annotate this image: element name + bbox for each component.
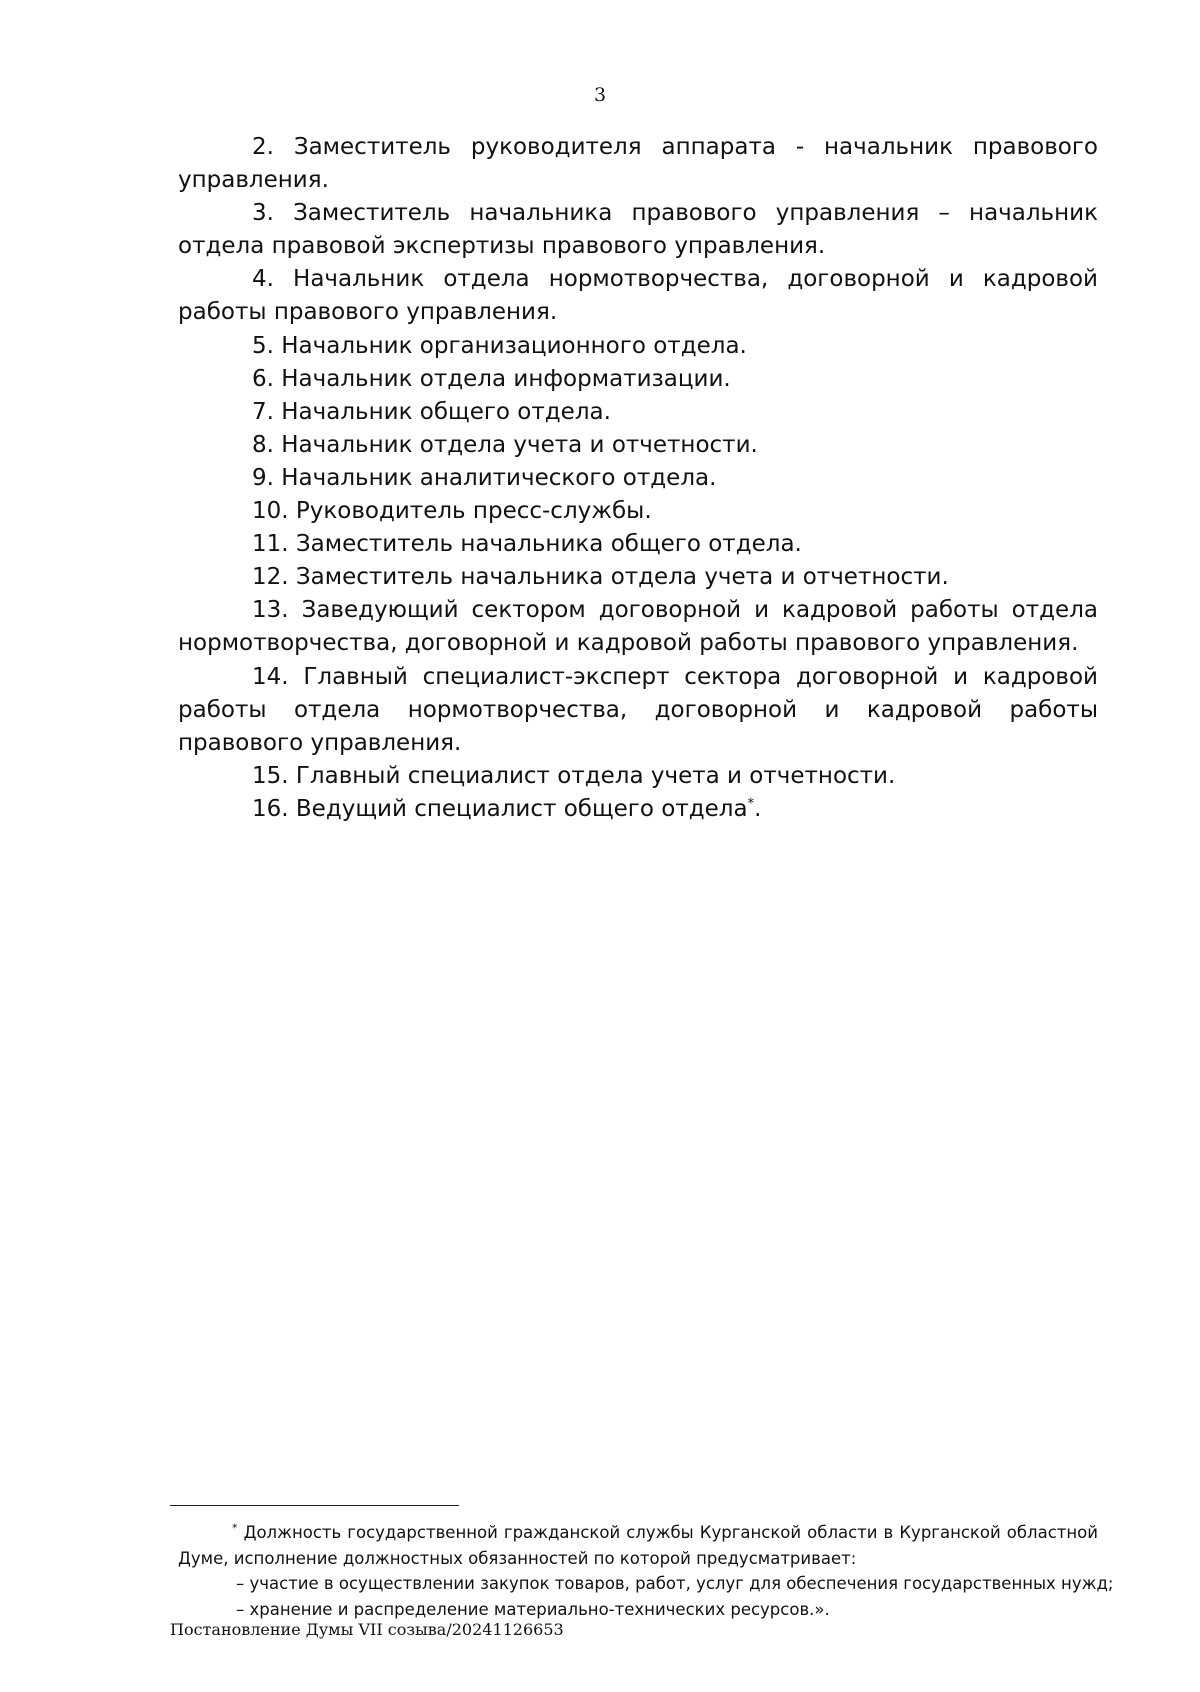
list-item: 13. Заведующий сектором договорной и кадровой работы отдела нормотворчества, договорной и кадровой работы правового управления. <box>178 597 1098 657</box>
footnote-text: Должность государственной гражданской службы Курганской области в Курганской областной Думе, исполнение должностных обязанностей по которой предусматривает: <box>178 1523 1098 1568</box>
list-item-last <box>178 793 1098 826</box>
positions-list <box>178 131 1098 826</box>
list-item-end: . <box>754 795 762 822</box>
footnote-reference: * <box>747 796 755 812</box>
footnote-mark: * <box>232 1521 238 1535</box>
list-item: 11. Заместитель начальника общего отдела. <box>252 531 802 558</box>
page-number: 3 <box>593 84 607 106</box>
footnote <box>178 1520 1114 1622</box>
footnote-bullet: – хранение и распределение материально-технических ресурсов.». <box>236 1599 830 1619</box>
list-item-text: 16. Ведущий специалист общего отдела <box>252 795 748 822</box>
list-item: 15. Главный специалист отдела учета и отчетности. <box>252 762 896 789</box>
list-item: 6. Начальник отдела информатизации. <box>252 365 731 392</box>
list-item: 8. Начальник отдела учета и отчетности. <box>252 431 758 458</box>
list-item: 7. Начальник общего отдела. <box>252 398 611 425</box>
footnote-separator <box>170 1505 459 1506</box>
footnote-main <box>178 1520 1098 1571</box>
list-item: 10. Руководитель пресс-службы. <box>252 498 652 525</box>
list-item: 12. Заместитель начальника отдела учета и отчетности. <box>252 564 949 591</box>
list-item: 5. Начальник организационного отдела. <box>252 332 747 359</box>
document-footer: Постановление Думы VII созыва/20241126653 <box>170 1620 564 1639</box>
list-item: 9. Начальник аналитического отдела. <box>252 464 717 491</box>
footnote-bullet: – участие в осуществлении закупок товаров, работ, услуг для обеспечения государственных нужд; <box>236 1574 1114 1593</box>
list-item: 2. Заместитель руководителя аппарата - начальник правового управления. <box>178 134 1098 194</box>
list-item: 3. Заместитель начальника правового управления – начальник отдела правовой экспертизы правового управления. <box>178 200 1098 260</box>
list-item: 4. Начальник отдела нормотворчества, договорной и кадровой работы правового управления. <box>178 266 1098 326</box>
list-item: 14. Главный специалист-эксперт сектора договорной и кадровой работы отдела нормотворчества, договорной и кадровой работы правового управления. <box>178 663 1098 756</box>
